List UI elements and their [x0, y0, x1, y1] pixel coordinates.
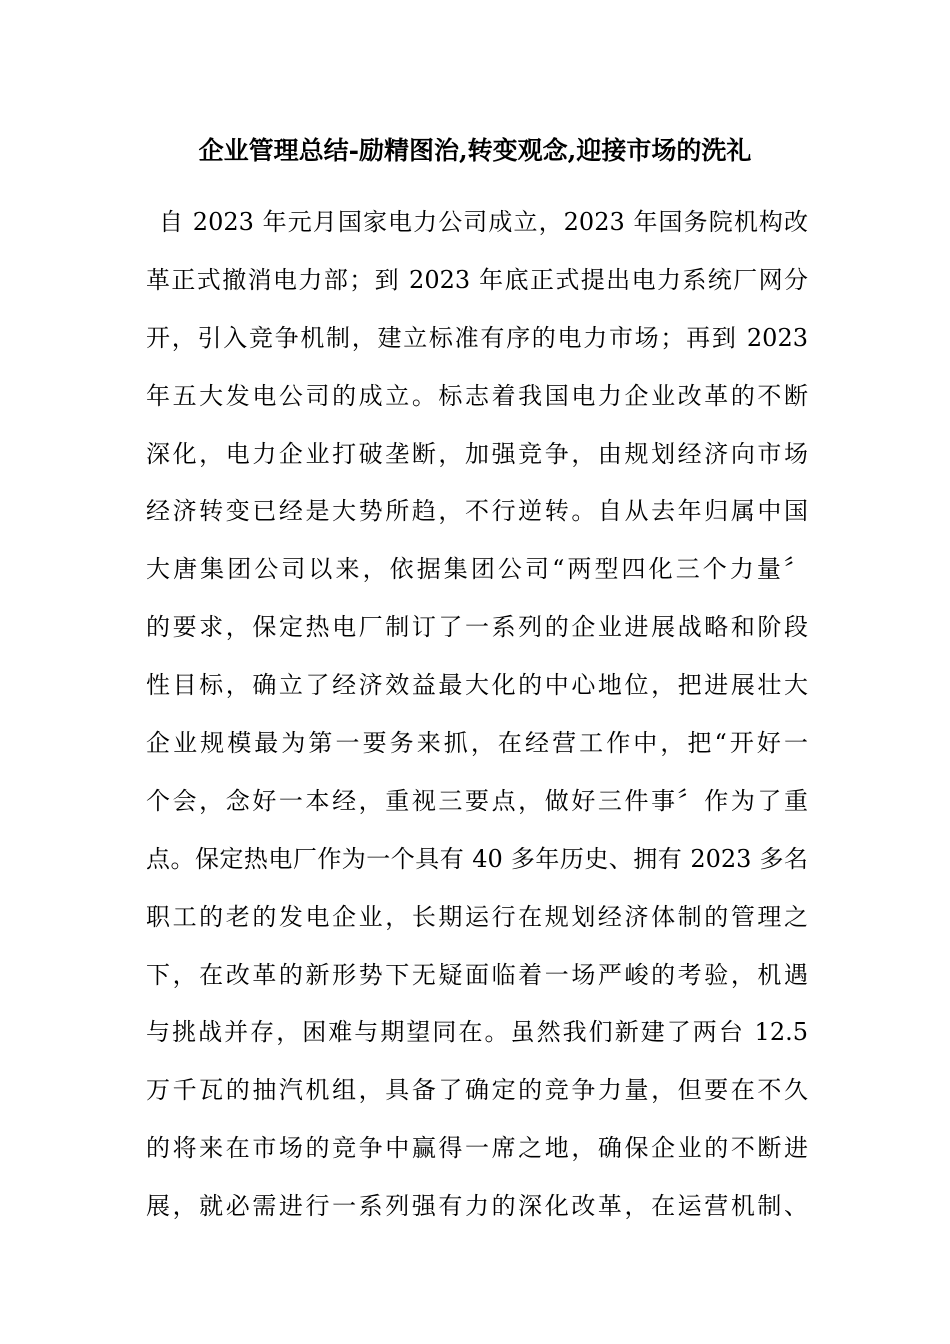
- body-line: 深化，电力企业打破垄断，加强竞争，由规划经济向市场: [146, 439, 808, 468]
- document-body: [146, 202, 808, 1244]
- document-title: 企业管理总结-励精图治,转变观念,迎接市场的洗礼: [198, 136, 752, 165]
- body-line: 展，就必需进行一系列强有力的深化改革，在运营机制、: [146, 1192, 808, 1221]
- body-line: 性目标，确立了经济效益最大化的中心地位，把进展壮大: [146, 671, 808, 700]
- body-line: 年五大发电公司的成立。标志着我国电力企业改革的不断: [146, 381, 808, 410]
- body-line: 下，在改革的新形势下无疑面临着一场严峻的考验，机遇: [146, 960, 808, 989]
- body-line: 职工的老的发电企业，长期运行在规划经济体制的管理之: [146, 902, 808, 931]
- body-line: 经济转变已经是大势所趋，不行逆转。自从去年归属中国: [146, 497, 808, 526]
- body-line: 与挑战并存，困难与期望同在。虽然我们新建了两台 12.5: [146, 1018, 808, 1047]
- body-line: 点。保定热电厂作为一个具有 40 多年历史、拥有 2023 多名: [146, 844, 808, 873]
- body-line: 开，引入竞争机制，建立标准有序的电力市场；再到 2023: [146, 323, 808, 352]
- body-line: 万千瓦的抽汽机组，具备了确定的竞争力量，但要在不久: [146, 1076, 808, 1105]
- body-line: 的将来在市场的竞争中赢得一席之地，确保企业的不断进: [146, 1134, 808, 1163]
- body-line: 个会，念好一本经，重视三要点，做好三件事〞作为了重: [146, 786, 808, 815]
- body-line: 的要求，保定热电厂制订了一系列的企业进展战略和阶段: [146, 613, 808, 642]
- body-line: 企业规模最为第一要务来抓，在经营工作中，把“开好一: [146, 729, 808, 758]
- body-line: 自 2023 年元月国家电力公司成立，2023 年国务院机构改: [159, 208, 808, 236]
- body-line: 革正式撤消电力部；到 2023 年底正式提出电力系统厂网分: [146, 265, 808, 294]
- body-line: 大唐集团公司以来，依据集团公司“两型四化三个力量〞: [146, 555, 808, 584]
